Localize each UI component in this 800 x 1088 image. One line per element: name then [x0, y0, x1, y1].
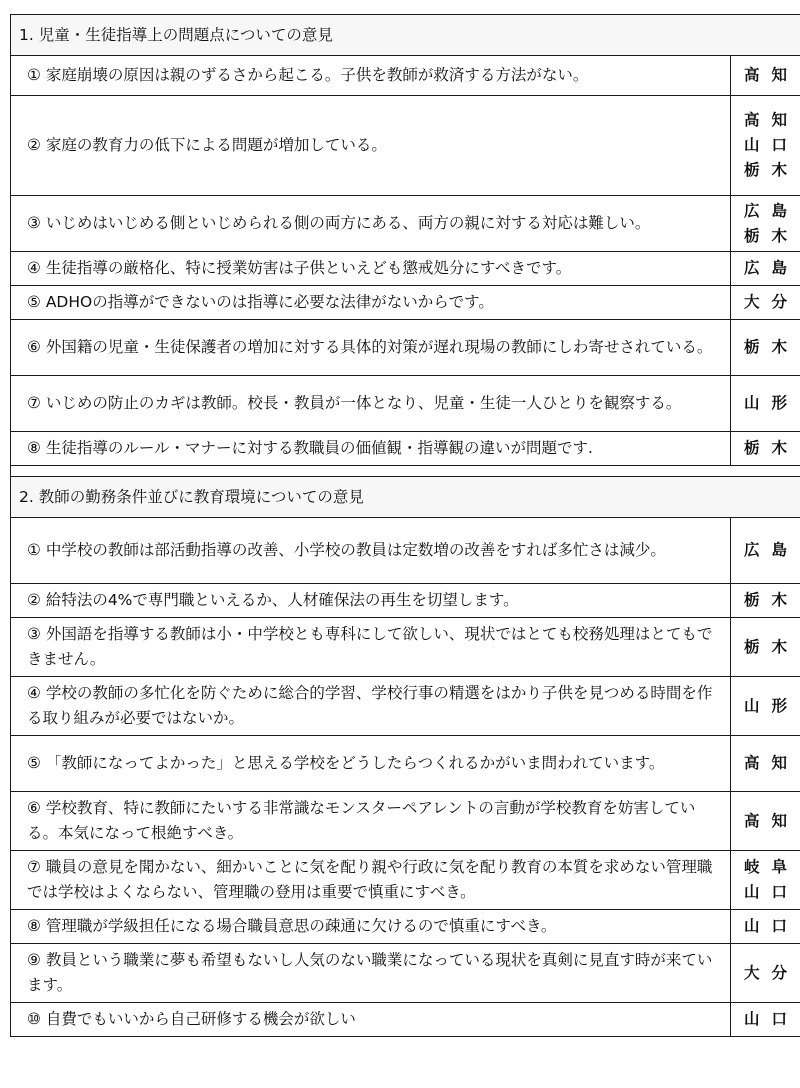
prefecture-name: 広島: [744, 201, 800, 220]
opinion-row: [11, 320, 800, 376]
prefecture-name: 栃木: [744, 591, 800, 609]
opinion-row: [11, 286, 800, 320]
opinion-text: ⑥ 外国籍の児童・生徒保護者の増加に対する具体的対策が遅れ現場の教師にしわ寄せされている。: [11, 320, 731, 376]
opinion-text: ⑦ いじめの防止のカギは教師。校長・教員が一体となり、児童・生徒一人ひとりを観察する。: [11, 376, 731, 432]
opinion-row: [11, 518, 800, 584]
prefecture-name: 高知: [744, 811, 800, 830]
prefecture-cell: [731, 910, 800, 944]
prefecture-name: 栃木: [744, 338, 800, 356]
prefecture-name: 山口: [744, 917, 800, 935]
prefecture-name: 岐阜: [744, 858, 800, 876]
prefecture-cell: [731, 96, 800, 196]
opinion-text: ④ 学校の教師の多忙化を防ぐために総合的学習、学校行事の精選をはかり子供を見つめる時間を作る取り組みが必要ではないか。: [11, 677, 731, 736]
opinion-text: ⑤ ADHOの指導ができないのは指導に必要な法律がないからです。: [11, 286, 731, 320]
prefecture-name: 山形: [744, 394, 800, 412]
section-heading-row: [11, 15, 800, 56]
prefecture-cell: [731, 618, 800, 677]
section-heading: 1. 児童・生徒指導上の問題点についての意見: [11, 15, 800, 56]
opinion-text: ④ 生徒指導の厳格化、特に授業妨害は子供といえども懲戒処分にすべきです。: [11, 252, 731, 286]
opinion-text: ① 中学校の教師は部活動指導の改善、小学校の教員は定数増の改善をすれば多忙さは減少。: [11, 518, 731, 584]
opinion-row: [11, 851, 800, 910]
opinion-text: ③ 外国語を指導する教師は小・中学校とも専科にして欲しい、現状ではとても校務処理はとてもできません。: [11, 618, 731, 677]
opinion-text: ③ いじめはいじめる側といじめられる側の両方にある、両方の親に対する対応は難しい。: [11, 196, 731, 252]
prefecture-cell: [731, 792, 800, 851]
opinion-text: ⑦ 職員の意見を聞かない、細かいことに気を配り親や行政に気を配り教育の本質を求めない管理職では学校はよくならない、管理職の登用は重要で慎重にすべき。: [11, 851, 731, 910]
prefecture-name: 大分: [744, 963, 800, 982]
opinion-text: ⑨ 教員という職業に夢も希望もないし人気のない職業になっている現状を真剣に見直す時が来ています。: [11, 944, 731, 1003]
prefecture-cell: [731, 252, 800, 286]
prefecture-cell: [731, 677, 800, 736]
opinion-row: [11, 252, 800, 286]
prefecture-cell: [731, 320, 800, 376]
prefecture-name: 広島: [744, 541, 800, 559]
opinion-row: [11, 944, 800, 1003]
section-heading: 2. 教師の勤務条件並びに教育環境についての意見: [11, 477, 800, 518]
opinion-row: [11, 584, 800, 618]
opinion-table: [10, 14, 800, 1037]
opinion-row: [11, 677, 800, 736]
opinion-row: [11, 1003, 800, 1037]
prefecture-name: 山口: [744, 136, 800, 154]
prefecture-name: 大分: [744, 293, 800, 311]
opinion-row: [11, 376, 800, 432]
prefecture-name: 高知: [744, 111, 800, 129]
prefecture-cell: [731, 56, 800, 96]
opinion-text: ② 給特法の4%で専門職といえるか、人材確保法の再生を切望します。: [11, 584, 731, 618]
opinion-text: ⑤ 「教師になってよかった」と思える学校をどうしたらつくれるかがいま問われています。: [11, 736, 731, 792]
prefecture-name: 栃木: [744, 161, 800, 179]
opinion-text: ⑩ 自費でもいいから自己研修する機会が欲しい: [11, 1003, 731, 1037]
prefecture-cell: [731, 1003, 800, 1037]
prefecture-name: 山形: [744, 696, 800, 715]
opinion-text: ② 家庭の教育力の低下による問題が増加している。: [11, 96, 731, 196]
prefecture-cell: [731, 518, 800, 584]
opinion-text: ① 家庭崩壊の原因は親のずるさから起こる。子供を教師が救済する方法がない。: [11, 56, 731, 96]
opinion-text: ⑧ 管理職が学級担任になる場合職員意思の疎通に欠けるので慎重にすべき。: [11, 910, 731, 944]
prefecture-name: 高知: [744, 66, 800, 84]
prefecture-cell: [731, 196, 800, 252]
prefecture-cell: [731, 584, 800, 618]
prefecture-name: 広島: [744, 259, 800, 277]
prefecture-name: 栃木: [744, 637, 800, 656]
opinion-row: [11, 432, 800, 466]
prefecture-cell: [731, 851, 800, 910]
prefecture-cell: [731, 286, 800, 320]
section-spacer: [11, 466, 800, 477]
section-heading-row: [11, 477, 800, 518]
opinion-text: ⑧ 生徒指導のルール・マナーに対する教職員の価値観・指導観の違いが問題です.: [11, 432, 731, 466]
opinion-text: ⑥ 学校教育、特に教師にたいする非常識なモンスターペアレントの言動が学校教育を妨害している。本気になって根絶すべき。: [11, 792, 731, 851]
prefecture-cell: [731, 944, 800, 1003]
prefecture-name: 栃木: [744, 439, 800, 457]
opinion-row: [11, 618, 800, 677]
prefecture-name: 山口: [744, 1010, 800, 1028]
prefecture-cell: [731, 432, 800, 466]
prefecture-cell: [731, 376, 800, 432]
opinion-row: [11, 56, 800, 96]
opinion-row: [11, 196, 800, 252]
opinion-table-body: [11, 15, 800, 1037]
prefecture-name: 山口: [744, 883, 800, 901]
opinion-row: [11, 736, 800, 792]
prefecture-name: 高知: [744, 754, 800, 772]
prefecture-name: 栃木: [744, 226, 800, 245]
opinion-row: [11, 910, 800, 944]
opinion-row: [11, 96, 800, 196]
prefecture-cell: [731, 736, 800, 792]
opinion-row: [11, 792, 800, 851]
